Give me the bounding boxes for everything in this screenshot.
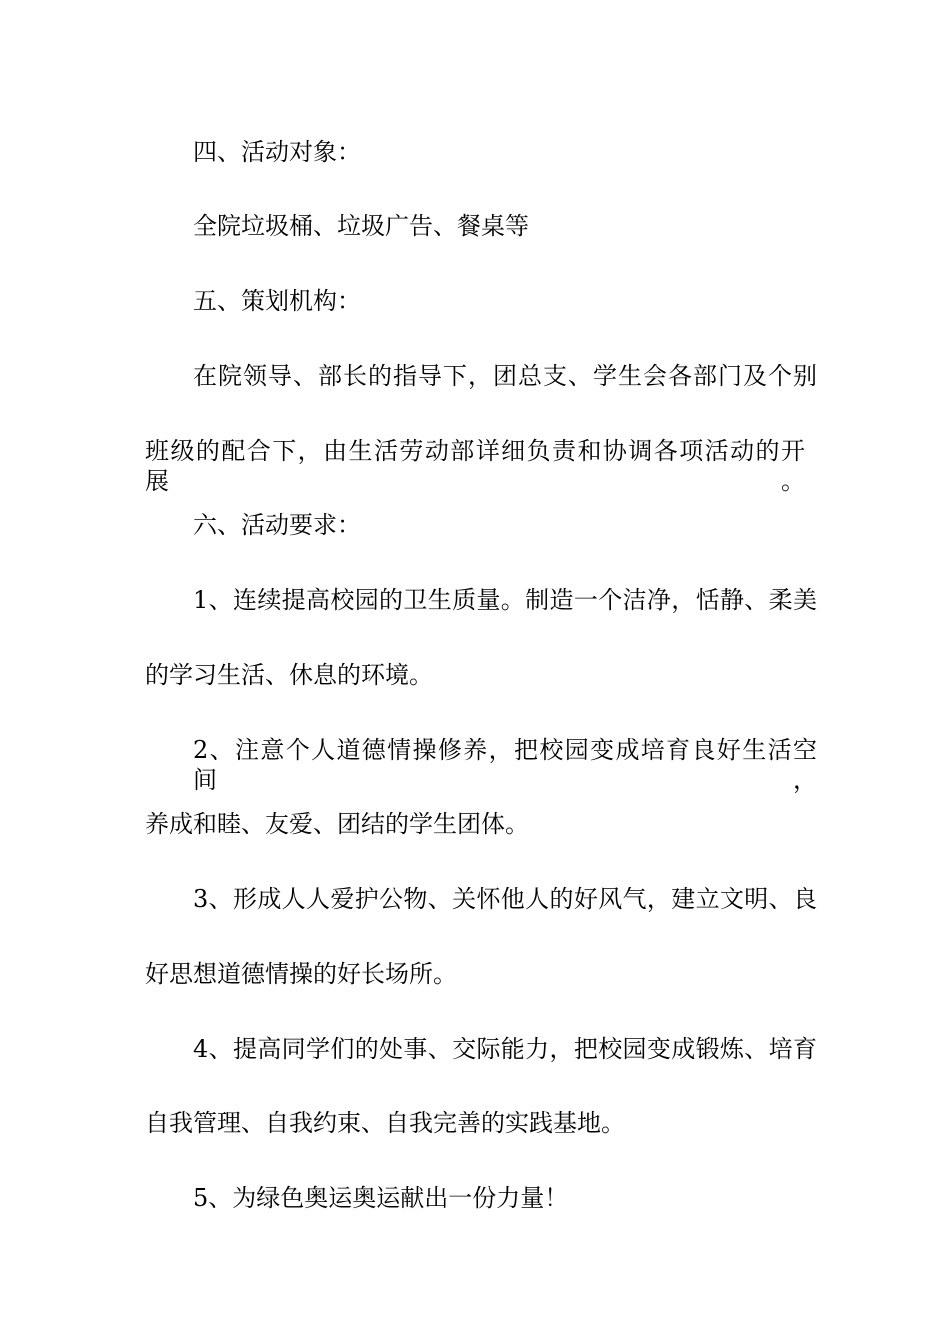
section-heading-activity-target: 四、活动对象：: [193, 138, 361, 166]
list-item-line: 的学习生活、休息的环境。: [145, 661, 433, 689]
list-item-line: 养成和睦、友爱、团结的学生团体。: [145, 810, 529, 838]
paragraph-line: 班级的配合下，由生活劳动部详细负责和协调各项活动的开展。: [145, 437, 805, 495]
paragraph-line: 在院领导、部长的指导下，团总支、学生会各部门及个别: [193, 362, 817, 390]
list-item-line: 好思想道德情操的好长场所。: [145, 960, 457, 988]
list-item-line: 自我管理、自我约束、自我完善的实践基地。: [145, 1109, 625, 1137]
list-item-line: 3、形成人人爱护公物、关怀他人的好风气，建立文明、良: [193, 885, 817, 913]
section-heading-planning-org: 五、策划机构：: [193, 287, 361, 315]
paragraph-line: 全院垃圾桶、垃圾广告、餐桌等: [193, 212, 529, 240]
list-item-line: 5、为绿色奥运奥运献出一份力量！: [193, 1184, 569, 1212]
list-item-line: 4、提高同学们的处事、交际能力，把校园变成锻炼、培育: [193, 1035, 817, 1063]
list-item-line: 2、注意个人道德情操修养，把校园变成培育良好生活空间，: [193, 736, 817, 794]
section-heading-requirements: 六、活动要求：: [193, 511, 361, 539]
list-item-line: 1、连续提高校园的卫生质量。制造一个洁净，恬静、柔美: [193, 586, 817, 614]
